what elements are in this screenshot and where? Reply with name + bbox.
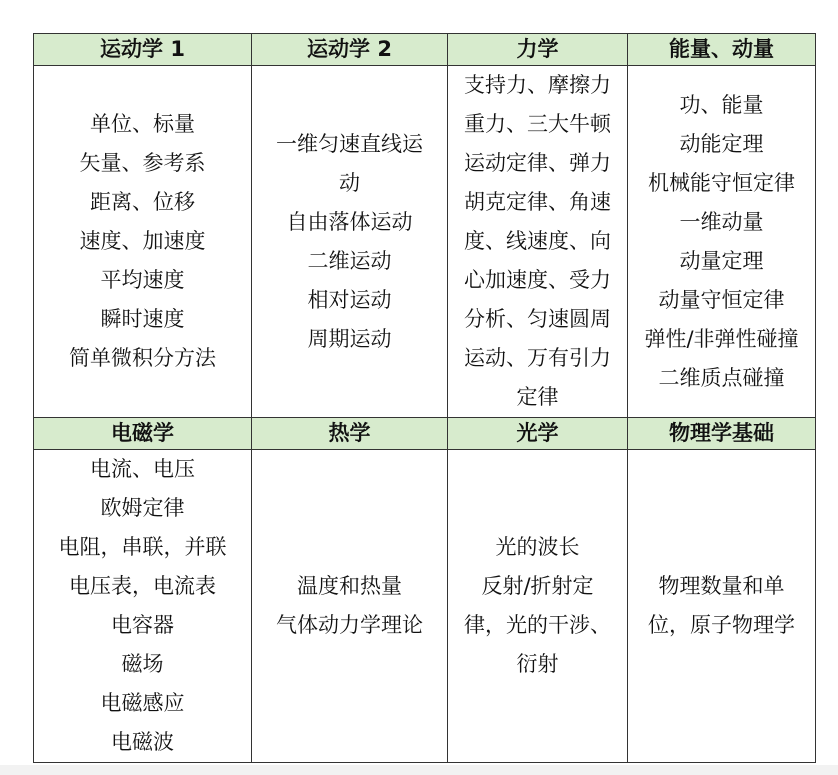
- cell-kinematics-2: [252, 66, 448, 418]
- cell-line: 速度、加速度: [79, 229, 206, 253]
- cell-line: 位，原子物理学: [648, 613, 795, 637]
- cell-mechanics: [448, 66, 628, 418]
- cell-line: 动: [339, 170, 360, 195]
- cell-line: 气体动力学理论: [276, 613, 423, 637]
- cell-line: 欧姆定律: [100, 496, 185, 520]
- body-row-2: [34, 450, 816, 763]
- cell-line: 电流、电压: [90, 457, 195, 481]
- header-row-1: [34, 34, 816, 66]
- cell-line: 衍射: [516, 652, 559, 676]
- cell-optics: [448, 450, 628, 763]
- cell-energy-momentum: [628, 66, 816, 418]
- cell-kinematics-1: [34, 66, 252, 418]
- cell-line: 周期运动: [307, 326, 392, 351]
- cell-line: 瞬时速度: [100, 307, 185, 331]
- cell-line: 胡克定律、角速: [464, 190, 611, 214]
- cell-line: 距离、位移: [90, 190, 195, 214]
- cell-line: 平均速度: [100, 268, 185, 292]
- header-row-2: [34, 418, 816, 450]
- cell-line: 自由落体运动: [286, 209, 413, 234]
- cell-line: 二维质点碰撞: [658, 365, 785, 390]
- cell-line: 心加速度、受力: [464, 268, 611, 292]
- header-mechanics: 力学: [448, 34, 628, 66]
- cell-line: 动量定理: [679, 248, 764, 273]
- cell-line: 磁场: [121, 652, 164, 676]
- cell-line: 律，光的干涉、: [464, 613, 611, 637]
- cell-line: 电磁波: [111, 730, 174, 754]
- cell-line: 定律: [516, 385, 559, 409]
- cell-line: 光的波长: [495, 535, 580, 559]
- cell-line: 运动、万有引力: [464, 346, 611, 370]
- physics-topics-table: [33, 33, 816, 763]
- cell-line: 单位、标量: [90, 112, 195, 136]
- cell-line: 温度和热量: [297, 574, 402, 598]
- header-kinematics-1: 运动学 1: [34, 34, 252, 66]
- cell-line: 电压表，电流表: [69, 574, 216, 598]
- header-thermodynamics: 热学: [252, 418, 448, 450]
- header-electromagnetism: 电磁学: [34, 418, 252, 450]
- cell-line: 一维动量: [679, 209, 764, 234]
- cell-line: 重力、三大牛顿: [464, 112, 611, 136]
- cell-line: 电磁感应: [100, 691, 185, 715]
- cell-line: 运动定律、弹力: [464, 151, 611, 175]
- cell-line: 分析、匀速圆周: [464, 307, 611, 331]
- cell-line: 电阻，串联，并联: [58, 535, 227, 559]
- header-energy-momentum: 能量、动量: [628, 34, 816, 66]
- cell-line: 动能定理: [679, 131, 764, 156]
- cell-line: 支持力、摩擦力: [464, 73, 611, 97]
- cell-line: 度、线速度、向: [464, 229, 611, 253]
- cell-thermodynamics: [252, 450, 448, 763]
- cell-line: 二维运动: [307, 248, 392, 273]
- cell-line: 动量守恒定律: [658, 287, 785, 312]
- cell-physics-fundamentals: [628, 450, 816, 763]
- cell-line: 简单微积分方法: [69, 346, 216, 370]
- cell-line: 矢量、参考系: [79, 151, 206, 175]
- header-kinematics-2: 运动学 2: [252, 34, 448, 66]
- header-optics: 光学: [448, 418, 628, 450]
- cell-line: 物理数量和单: [658, 574, 785, 598]
- cell-line: 电容器: [111, 613, 174, 637]
- bottom-strip: [0, 765, 838, 775]
- cell-line: 反射/折射定: [481, 574, 594, 598]
- cell-line: 一维匀速直线运: [276, 131, 423, 156]
- cell-line: 弹性/非弹性碰撞: [644, 326, 799, 351]
- cell-electromagnetism: [34, 450, 252, 763]
- cell-line: 机械能守恒定律: [648, 170, 795, 195]
- cell-line: 功、能量: [679, 92, 764, 117]
- header-physics-fundamentals: 物理学基础: [628, 418, 816, 450]
- body-row-1: [34, 66, 816, 418]
- cell-line: 相对运动: [307, 287, 392, 312]
